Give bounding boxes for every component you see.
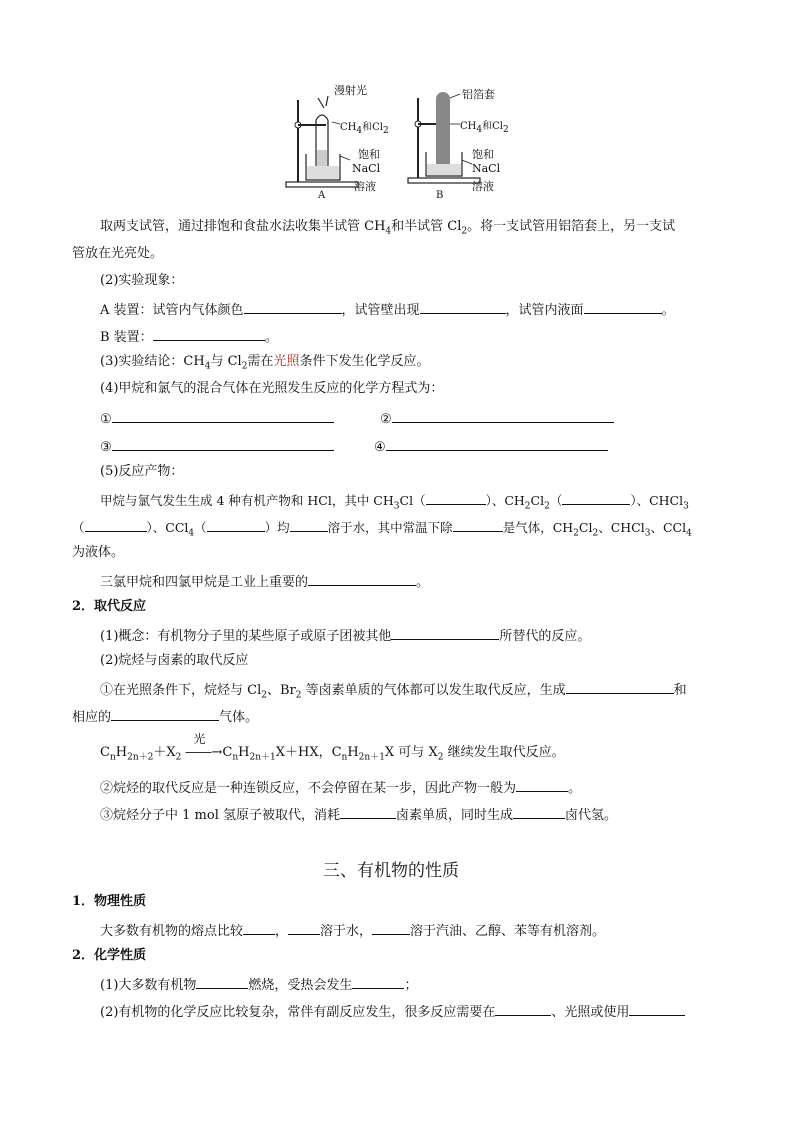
intro-line-1: 取两支试管，通过排饱和食盐水法收集半试管 $CH_4$和半试管 $Cl_2$。将一支试管用铝箔套上，另一支试 — [100, 219, 676, 237]
b-saturated-label: 饱和 — [472, 148, 494, 161]
products-line-3: 为液体。 — [72, 545, 125, 560]
substitution-heading: 2．取代反应 — [72, 599, 147, 614]
substitution-subheading: (2)烷烃与卤素的取代反应 — [100, 653, 249, 668]
b-letter: B — [436, 190, 444, 201]
foil-label: 铝箔套 — [462, 88, 495, 101]
a-nacl-label: NaCl — [352, 162, 381, 175]
a-solution-label: 溶液 — [354, 180, 376, 193]
substitution-concept: (1)概念：有机物分子里的某些原子或原子团被其他 所替代的反应。 — [100, 625, 590, 646]
b-gas-label: $CH_4$和$Cl_2$ — [460, 121, 509, 135]
substitution-p1: ①在光照条件下，烷烃与 $Cl_2$、$Br_2$ 等卤素单质的气体都可以发生取代反应，生成 和 — [100, 679, 687, 705]
conclusion: (3)实验结论：$CH_4$与 $Cl_2$需在光照条件下发生化学反应。 — [100, 354, 430, 372]
b-solution-label: 溶液 — [472, 180, 494, 193]
equation-blank-4: ④ — [374, 436, 608, 457]
products-line-1: 甲烷与氯气发生生成 4 种有机产物和 HCl，其中 $CH_3Cl$（ ）、$CH_2Cl_2$（ ）、CHCl$_3$ — [100, 490, 689, 516]
substitution-p3: ②烷烃的取代反应是一种连锁反应，不会停留在某一步，因此产物一般为 。 — [100, 777, 581, 798]
section-title: 三、有机物的性质 — [323, 861, 459, 881]
equations-title: (4)甲烷和氯气的混合气体在光照发生反应的化学方程式为： — [100, 381, 444, 396]
a-letter: A — [318, 190, 326, 201]
b-nacl-label: NaCl — [472, 162, 501, 175]
phenomena-a: A 装置：试管内气体颜色 ，试管壁出现 ，试管内液面 。 — [100, 299, 675, 320]
substitution-p4: ③烷烃分子中 1 mol 氢原子被取代，消耗 卤素单质，同时生成 卤代氢。 — [100, 804, 617, 825]
products-title: (5)反应产物： — [100, 464, 184, 479]
chemical-heading: 2．化学性质 — [72, 948, 147, 963]
a-gas-label: $CH_4$和$Cl_2$ — [340, 122, 389, 136]
apparatus-figure — [280, 80, 520, 205]
diffuse-light-label: 漫射光 — [334, 84, 367, 97]
substitution-p2: 相应的 气体。 — [72, 706, 258, 727]
chemical-property-2: (2)有机物的化学反应比较复杂，常伴有副反应发生，很多反应需要在 、光照或使用 — [100, 1001, 685, 1022]
a-saturated-label: 饱和 — [358, 148, 380, 161]
equation-blank-1: ① — [100, 408, 334, 429]
phenomena-b: B 装置： 。 — [100, 326, 278, 347]
products-line-4: 三氯甲烷和四氯甲烷是工业上重要的 。 — [100, 571, 429, 592]
physical-properties: 大多数有机物的熔点比较 ， 溶于水， 溶于汽油、乙醇、苯等有机溶剂。 — [100, 920, 605, 941]
intro-line-2: 管放在光亮处。 — [72, 246, 164, 261]
physical-heading: 1．物理性质 — [72, 894, 147, 909]
equation-blank-3: ③ — [100, 436, 334, 457]
chemical-property-1: (1)大多数有机物 燃烧，受热会发生 ； — [100, 974, 417, 995]
substitution-equation: $C_nH_{2n+2}+X_2$ 光 $――\to C_nH_{2n+1}X+HX$，$C_nH_{2n+1}X$ 可与 $X_2$ 继续发生取代反应。 — [100, 732, 565, 763]
equation-blank-2: ② — [380, 408, 614, 429]
light-condition-label: 光 — [193, 732, 206, 746]
phenomena-title: (2)实验现象： — [100, 273, 184, 288]
products-line-2: （ ）、CCl$_4$（ ）均 溶于水，其中常温下除 是气体，$CH_2Cl_2$、CHCl$_3$、CCl$_4$ — [72, 517, 692, 543]
